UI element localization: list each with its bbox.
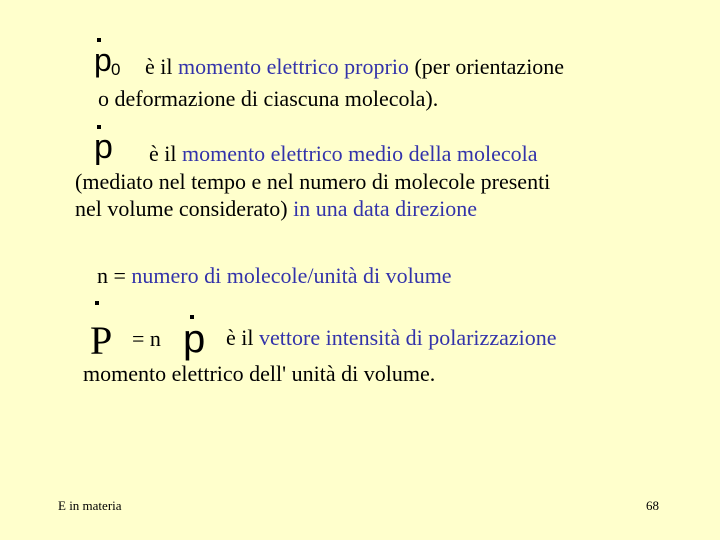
block2-text-pre: è il (149, 141, 182, 166)
block2-line3 (75, 196, 477, 222)
p-symbol-2: p (183, 317, 206, 361)
block1-text-blue: momento elettrico proprio (178, 54, 415, 79)
block4-line1 (226, 325, 556, 351)
block4-line2: momento elettrico dell' unità di volume. (83, 361, 436, 386)
block1-line2: o deformazione di ciascuna molecola). (98, 86, 439, 111)
block1-text-post: (per orientazione (414, 54, 565, 79)
block1-line1 (145, 54, 564, 80)
block3-line (97, 263, 452, 289)
block1-text-pre: è il (145, 54, 178, 79)
vector-dot-icon (95, 301, 99, 305)
page-number: 68 (646, 498, 659, 513)
block2-text-pre3: nel volume considerato) (75, 196, 294, 221)
equals-n: = n (132, 326, 161, 351)
n-definition: numero di molecole/unità di volume (131, 263, 452, 288)
block4-text-blue: vettore intensità di polarizzazione (259, 325, 557, 350)
block2-text-blue: momento elettrico medio della molecola (182, 141, 538, 166)
block2-text-blue3: in una data direzione (293, 196, 477, 221)
block2-line1 (149, 141, 538, 167)
n-label: n = (97, 263, 132, 288)
p-symbol: p (94, 128, 113, 166)
block2-line2: (mediato nel tempo e nel numero di molecole presenti (75, 169, 551, 194)
p0-subscript: 0 (111, 60, 121, 79)
footer-title: E in materia (58, 498, 122, 513)
block4-text-pre: è il (226, 325, 259, 350)
P-symbol: P (90, 318, 113, 363)
p0-symbol: p (94, 42, 112, 78)
